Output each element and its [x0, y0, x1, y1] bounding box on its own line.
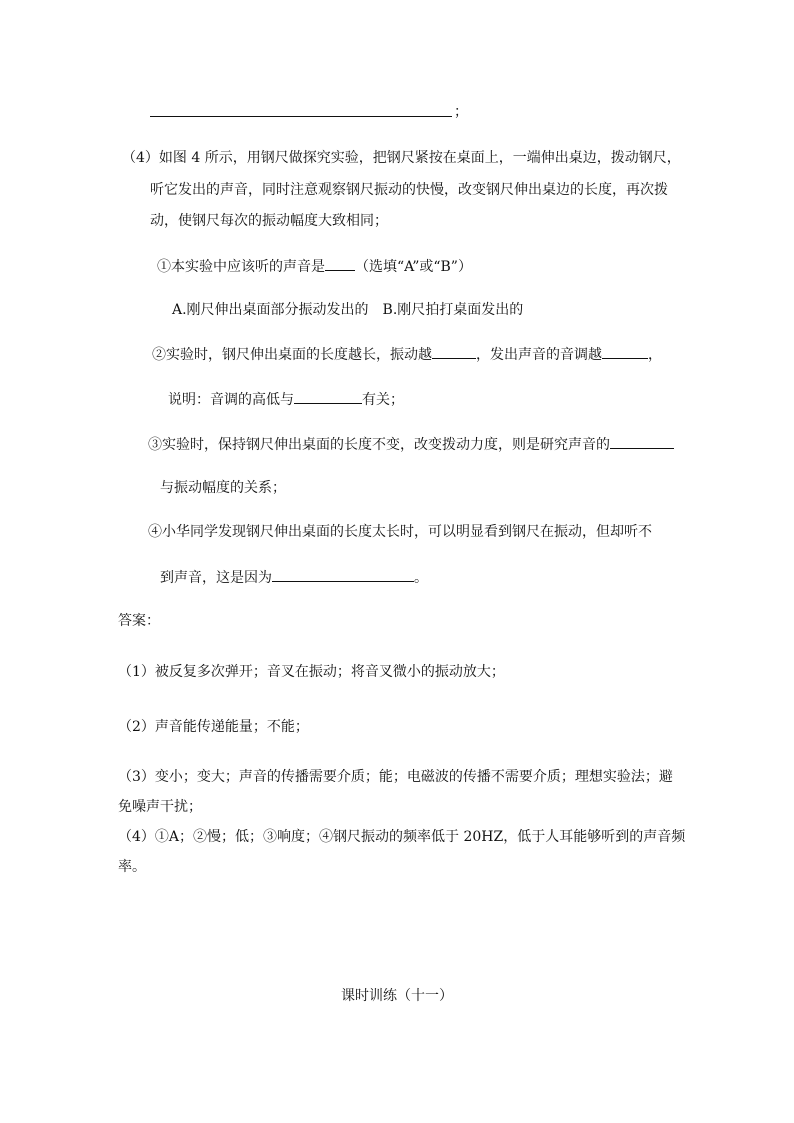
q4-item-1-hint: （选填“A”或“B”）: [355, 259, 472, 275]
semicolon: ；: [454, 104, 468, 120]
fill-blank: [294, 389, 362, 404]
fill-blank: [432, 344, 476, 359]
q4-item-2b-text: 说明：音调的高低与: [168, 392, 294, 408]
answers-heading: 答案：: [118, 613, 160, 629]
q4-item-4b-text: 到声音，这是因为: [160, 570, 272, 586]
answer-1: （1）被反复多次弹开；音叉在振动；将音叉微小的振动放大；: [118, 664, 505, 680]
q4-item-2-end: ，: [648, 347, 662, 363]
q4-item-2b-end: 有关；: [362, 392, 404, 408]
answer-4-line-1: （4）①A；②慢；低；③响度；④钢尺振动的频率低于 20HZ，低于人耳能够听到的声音频: [118, 829, 686, 845]
fill-blank: [602, 344, 648, 359]
fill-blank: [325, 256, 355, 271]
q4-item-4b-end: 。: [414, 570, 428, 586]
q4-item-1-text: ①本实验中应该听的声音是: [157, 259, 325, 275]
q4-item-2: [152, 344, 662, 365]
q4-item-2b: [168, 389, 404, 410]
fill-blank: [610, 434, 674, 449]
answer-3-line-2: 免噪声干扰；: [118, 799, 202, 815]
q4-item-2-text: ②实验时，钢尺伸出桌面的长度越长，振动越: [152, 347, 432, 363]
answer-3-line-1: （3）变小；变大；声音的传播需要介质；能；电磁波的传播不需要介质；理想实验法；避: [118, 769, 673, 785]
fill-blank: [272, 567, 414, 582]
q4-item-1: [157, 256, 472, 277]
section-title: 课时训练（十一）: [341, 988, 453, 1004]
q4-item-3-text: ③实验时，保持钢尺伸出桌面的长度不变，改变拨动力度，则是研究声音的: [148, 437, 610, 453]
q4-intro-line-2: 听它发出的声音，同时注意观察钢尺振动的快慢，改变钢尺伸出桌边的长度，再次拨: [150, 182, 668, 198]
q4-item-2-mid: ，发出声音的音调越: [476, 347, 602, 363]
q4-item-4: ④小华同学发现钢尺伸出桌面的长度太长时，可以明显看到钢尺在振动，但却听不: [148, 524, 652, 540]
q4-intro-line-1: （4）如图 4 所示，用钢尺做探究实验，把钢尺紧按在桌面上，一端伸出桌边，拨动钢尺，: [122, 150, 681, 166]
q4-item-4b: [160, 567, 428, 588]
q4-item-3: [148, 434, 674, 455]
q4-item-3b: 与振动幅度的关系；: [160, 480, 286, 496]
answer-4-line-2: 率。: [118, 859, 146, 875]
q4-intro-line-3: 动，使钢尺每次的振动幅度大致相同；: [150, 213, 388, 229]
q4-options: A.刚尺伸出桌面部分振动发出的 B.刚尺拍打桌面发出的: [172, 302, 524, 318]
answer-2: （2）声音能传递能量；不能；: [118, 719, 309, 735]
answer-blank: [150, 100, 452, 117]
